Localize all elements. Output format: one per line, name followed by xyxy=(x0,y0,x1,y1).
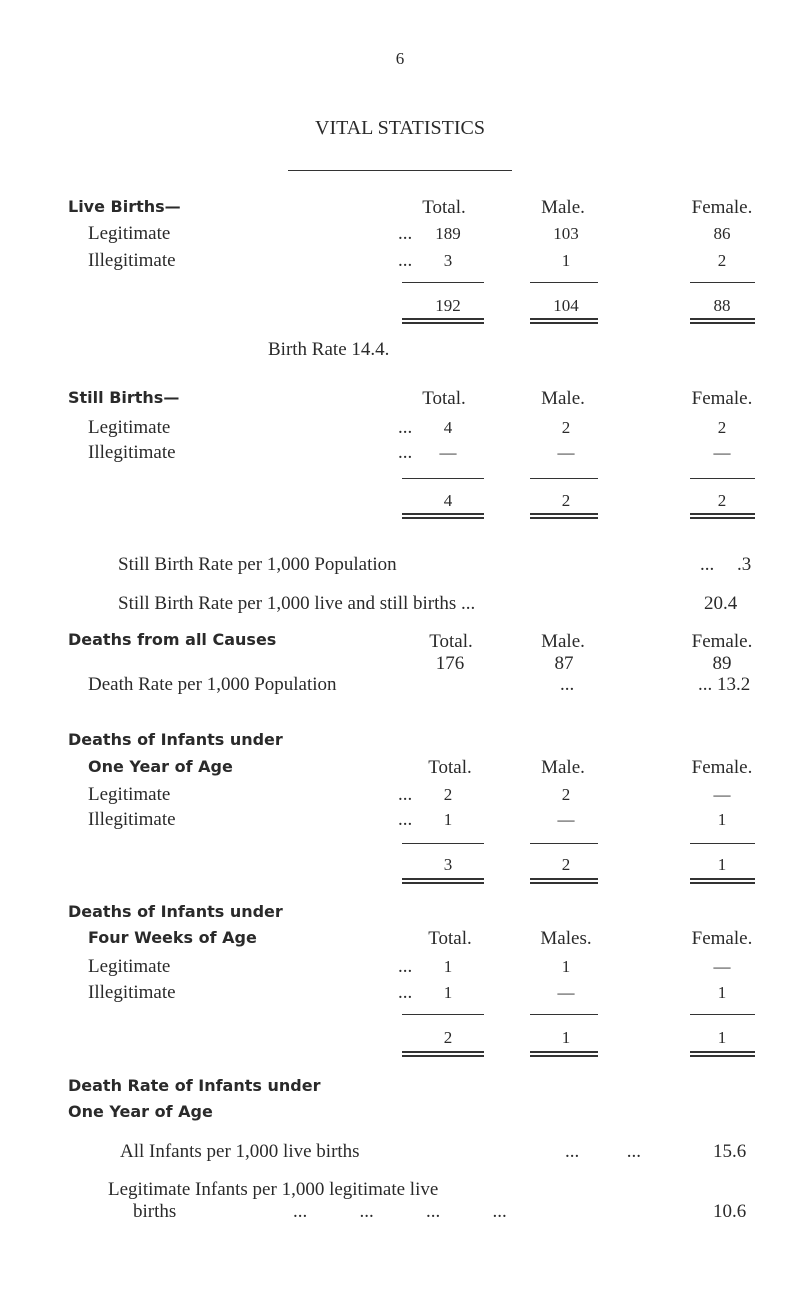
col-female: Female. xyxy=(691,631,753,652)
cell: 1 xyxy=(443,957,453,976)
deaths-all-heading: Deaths from all Causes xyxy=(68,630,277,649)
sum-rule xyxy=(402,282,484,283)
page-number: 6 xyxy=(395,49,405,68)
total-cell: 88 xyxy=(713,296,731,315)
legit-infants-value: 10.6 xyxy=(713,1201,747,1222)
col-male: Male. xyxy=(541,631,585,652)
row-label: Legitimate xyxy=(88,956,171,977)
birth-rate: Birth Rate 14.4. xyxy=(268,339,390,360)
col-female: Female. xyxy=(691,197,753,218)
sum-rule xyxy=(402,478,484,479)
col-total: Total. xyxy=(422,388,466,409)
sum-rule xyxy=(530,478,598,479)
cell: 87 xyxy=(554,653,574,674)
infant-rate-heading: Death Rate of Infants under xyxy=(68,1076,321,1095)
col-male: Male. xyxy=(541,757,585,778)
leader-dots: ... xyxy=(398,956,413,977)
sum-rule xyxy=(530,282,598,283)
total-cell: 104 xyxy=(553,296,579,315)
infants-weeks-subheading: Four Weeks of Age xyxy=(88,928,257,947)
double-rule xyxy=(530,318,598,324)
still-rate-births-label: Still Birth Rate per 1,000 live and still births ... xyxy=(118,593,476,614)
double-rule xyxy=(530,513,598,519)
sum-rule xyxy=(402,1014,484,1015)
col-total: Total. xyxy=(429,631,473,652)
cell: 2 xyxy=(561,785,571,804)
legit-infants-label-cont: births xyxy=(133,1201,177,1222)
col-male: Male. xyxy=(541,197,585,218)
cell: 2 xyxy=(443,785,453,804)
col-female: Female. xyxy=(691,757,753,778)
col-female: Female. xyxy=(691,388,753,409)
sum-rule xyxy=(690,282,755,283)
leader-dots: ... xyxy=(398,417,413,438)
double-rule xyxy=(530,1051,598,1057)
live-births-heading: Live Births— xyxy=(68,197,181,216)
still-births-heading: Still Births— xyxy=(68,388,180,407)
sum-rule xyxy=(530,843,598,844)
cell: 89 xyxy=(712,653,732,674)
all-infants-label: All Infants per 1,000 live births xyxy=(120,1141,360,1162)
cell: 2 xyxy=(717,418,727,437)
cell: 1 xyxy=(717,983,727,1002)
double-rule xyxy=(690,513,755,519)
double-rule xyxy=(690,1051,755,1057)
leader-dots: ... ... xyxy=(565,1141,641,1162)
col-total: Total. xyxy=(428,928,472,949)
infants-year-heading: Deaths of Infants under xyxy=(68,730,283,749)
cell: 1 xyxy=(561,251,571,270)
cell: 2 xyxy=(561,418,571,437)
col-male: Male. xyxy=(541,388,585,409)
col-males: Males. xyxy=(540,928,592,949)
row-label: Illegitimate xyxy=(88,809,176,830)
double-rule xyxy=(690,318,755,324)
sum-rule xyxy=(690,478,755,479)
leader-dots: ... xyxy=(398,809,413,830)
title-rule xyxy=(288,170,512,171)
all-infants-value: 15.6 xyxy=(713,1141,747,1162)
total-cell: 2 xyxy=(561,491,571,510)
double-rule xyxy=(690,878,755,884)
double-rule xyxy=(402,1051,484,1057)
legit-infants-label: Legitimate Infants per 1,000 legitimate live xyxy=(108,1179,439,1200)
cell: — xyxy=(713,443,731,462)
cell: 103 xyxy=(553,224,579,243)
death-rate-value: ... 13.2 xyxy=(698,674,751,695)
double-rule xyxy=(530,878,598,884)
total-cell: 1 xyxy=(561,1028,571,1047)
leader-dots: ... xyxy=(398,982,413,1003)
still-rate-pop-label: Still Birth Rate per 1,000 Population xyxy=(118,554,397,575)
col-total: Total. xyxy=(428,757,472,778)
page-title: VITAL STATISTICS xyxy=(315,117,485,139)
row-label: Legitimate xyxy=(88,784,171,805)
total-cell: 192 xyxy=(435,296,461,315)
row-label: Illegitimate xyxy=(88,442,176,463)
cell: 1 xyxy=(717,810,727,829)
cell: — xyxy=(557,983,575,1002)
cell: 189 xyxy=(435,224,461,243)
cell: 86 xyxy=(713,224,731,243)
cell: 176 xyxy=(435,653,465,674)
total-cell: 1 xyxy=(717,855,727,874)
row-label: Legitimate xyxy=(88,417,171,438)
cell: 1 xyxy=(443,983,453,1002)
death-rate-label: Death Rate per 1,000 Population xyxy=(88,674,337,695)
leader-dots: ... xyxy=(560,674,575,695)
total-cell: 2 xyxy=(443,1028,453,1047)
row-label: Legitimate xyxy=(88,223,171,244)
infants-year-subheading: One Year of Age xyxy=(88,757,233,776)
total-cell: 2 xyxy=(561,855,571,874)
cell: 1 xyxy=(561,957,571,976)
col-total: Total. xyxy=(422,197,466,218)
total-cell: 4 xyxy=(443,491,453,510)
cell: — xyxy=(557,810,575,829)
cell: — xyxy=(713,785,731,804)
cell: — xyxy=(439,443,457,462)
row-label: Illegitimate xyxy=(88,250,176,271)
col-female: Female. xyxy=(691,928,753,949)
cell: 1 xyxy=(443,810,453,829)
cell: 3 xyxy=(443,251,453,270)
total-cell: 1 xyxy=(717,1028,727,1047)
leader-dots: ... xyxy=(398,223,413,244)
infants-weeks-heading: Deaths of Infants under xyxy=(68,902,283,921)
still-rate-pop-value: .3 xyxy=(737,554,752,575)
total-cell: 3 xyxy=(443,855,453,874)
sum-rule xyxy=(530,1014,598,1015)
cell: — xyxy=(713,957,731,976)
sum-rule xyxy=(690,843,755,844)
row-label: Illegitimate xyxy=(88,982,176,1003)
total-cell: 2 xyxy=(717,491,727,510)
cell: — xyxy=(557,443,575,462)
cell: 2 xyxy=(717,251,727,270)
cell: 4 xyxy=(443,418,453,437)
leader-dots: ... xyxy=(398,442,413,463)
double-rule xyxy=(402,318,484,324)
sum-rule xyxy=(402,843,484,844)
sum-rule xyxy=(690,1014,755,1015)
leader-dots: ... xyxy=(398,250,413,271)
still-rate-births-value: 20.4 xyxy=(704,593,738,614)
double-rule xyxy=(402,513,484,519)
double-rule xyxy=(402,878,484,884)
infant-rate-subheading: One Year of Age xyxy=(68,1102,213,1121)
leader-dots: ... xyxy=(700,554,715,575)
leader-dots: ... xyxy=(398,784,413,805)
leader-dots: ... ... ... ... xyxy=(293,1201,507,1222)
